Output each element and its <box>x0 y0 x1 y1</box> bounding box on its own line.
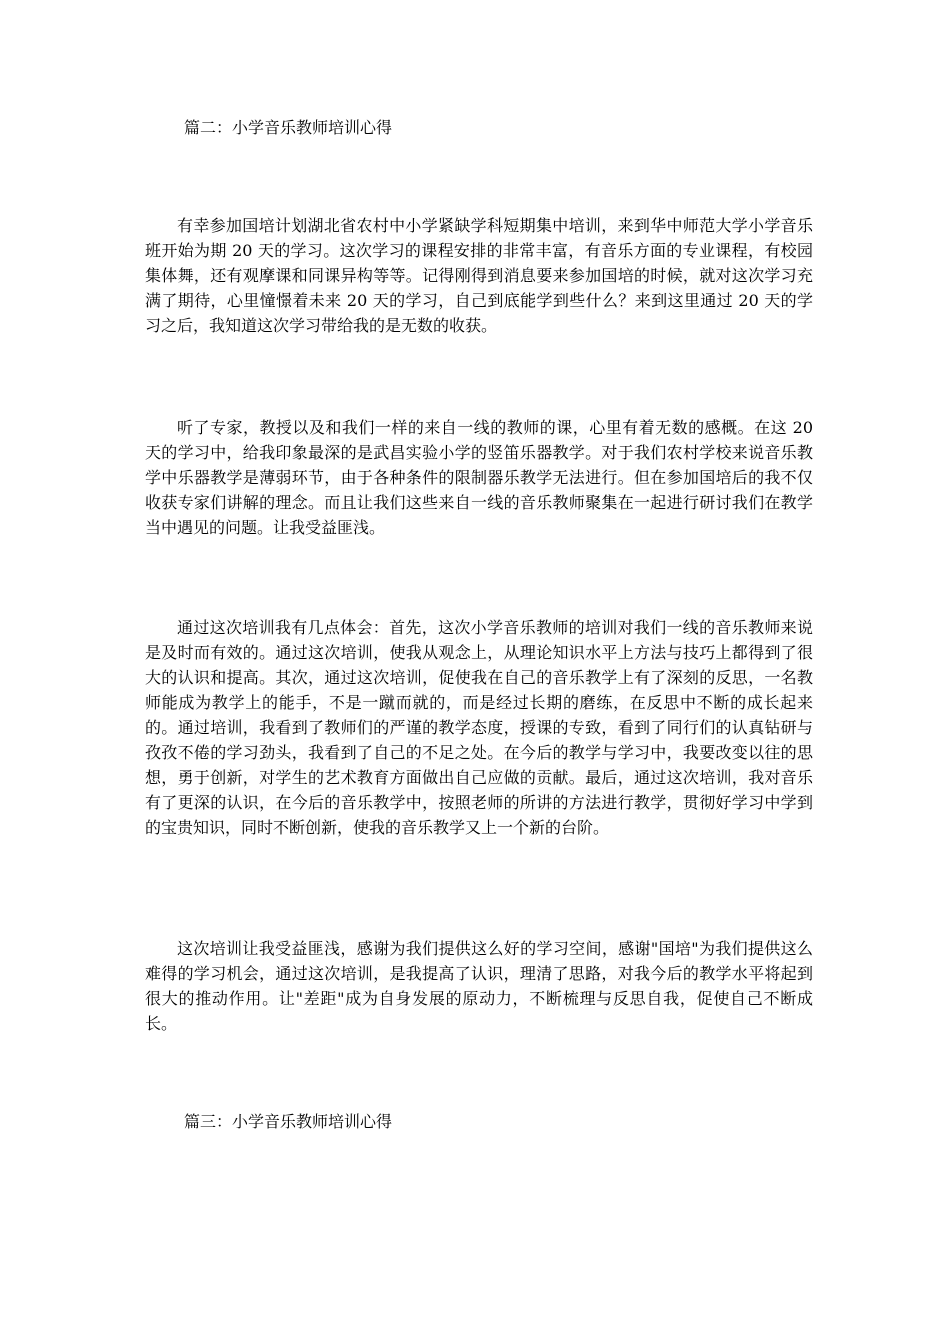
paragraph-4: 这次培训让我受益匪浅，感谢为我们提供这么好的学习空间，感谢"国培"为我们提供这么难得的学习机会，通过这次培训，是我提高了认识，理清了思路，对我今后的教学水平将起到很大的推动作用。让"差距"成为自身发展的原动力，不断梳理与反思自我，促使自己不断成长。 <box>145 939 813 1033</box>
paragraph-2: 听了专家，教授以及和我们一样的来自一线的教师的课，心里有着无数的感概。在这 20 天的学习中，给我印象最深的是武昌实验小学的竖笛乐器教学。对于我们农村学校来说音乐教学中乐器教学是薄弱环节，由于各种条件的限制器乐教学无法进行。但在参加国培后的我不仅收获专家们讲解的理念。而且让我们这些来自一线的音乐教师聚集在一起进行研讨我们在教学当中遇见的问题。让我受益匪浅。 <box>145 418 813 537</box>
section-heading-3: 篇三：小学音乐教师培训心得 <box>184 1112 393 1131</box>
paragraph-3: 通过这次培训我有几点体会：首先，这次小学音乐教师的培训对我们一线的音乐教师来说是及时而有效的。通过这次培训，使我从观念上，从理论知识水平上方法与技巧上都得到了很大的认识和提高。其次，通过这次培训，促使我在自己的音乐教学上有了深刻的反思，一名教师能成为教学上的能手，不是一蹴而就的，而是经过长期的磨练，在反思中不断的成长起来的。通过培训，我看到了教师们的严谨的教学态度，授课的专致，看到了同行们的认真钻研与孜孜不倦的学习劲头，我看到了自己的不足之处。在今后的教学与学习中，我要改变以往的思想，勇于创新，对学生的艺术教育方面做出自己应做的贡献。最后，通过这次培训，我对音乐有了更深的认识，在今后的音乐教学中，按照老师的所讲的方法进行教学，贯彻好学习中学到的宝贵知识，同时不断创新，使我的音乐教学又上一个新的台阶。 <box>145 618 813 837</box>
section-heading-2: 篇二：小学音乐教师培训心得 <box>184 118 393 137</box>
paragraph-1: 有幸参加国培计划湖北省农村中小学紧缺学科短期集中培训，来到华中师范大学小学音乐班开始为期 20 天的学习。这次学习的课程安排的非常丰富，有音乐方面的专业课程，有校园集体舞，还有观摩课和同课异构等等。记得刚得到消息要来参加国培的时候，就对这次学习充满了期待，心里憧憬着未来 20 天的学习，自己到底能学到些什么？来到这里通过 20 天的学习之后，我知道这次学习带给我的是无数的收获。 <box>145 216 813 335</box>
